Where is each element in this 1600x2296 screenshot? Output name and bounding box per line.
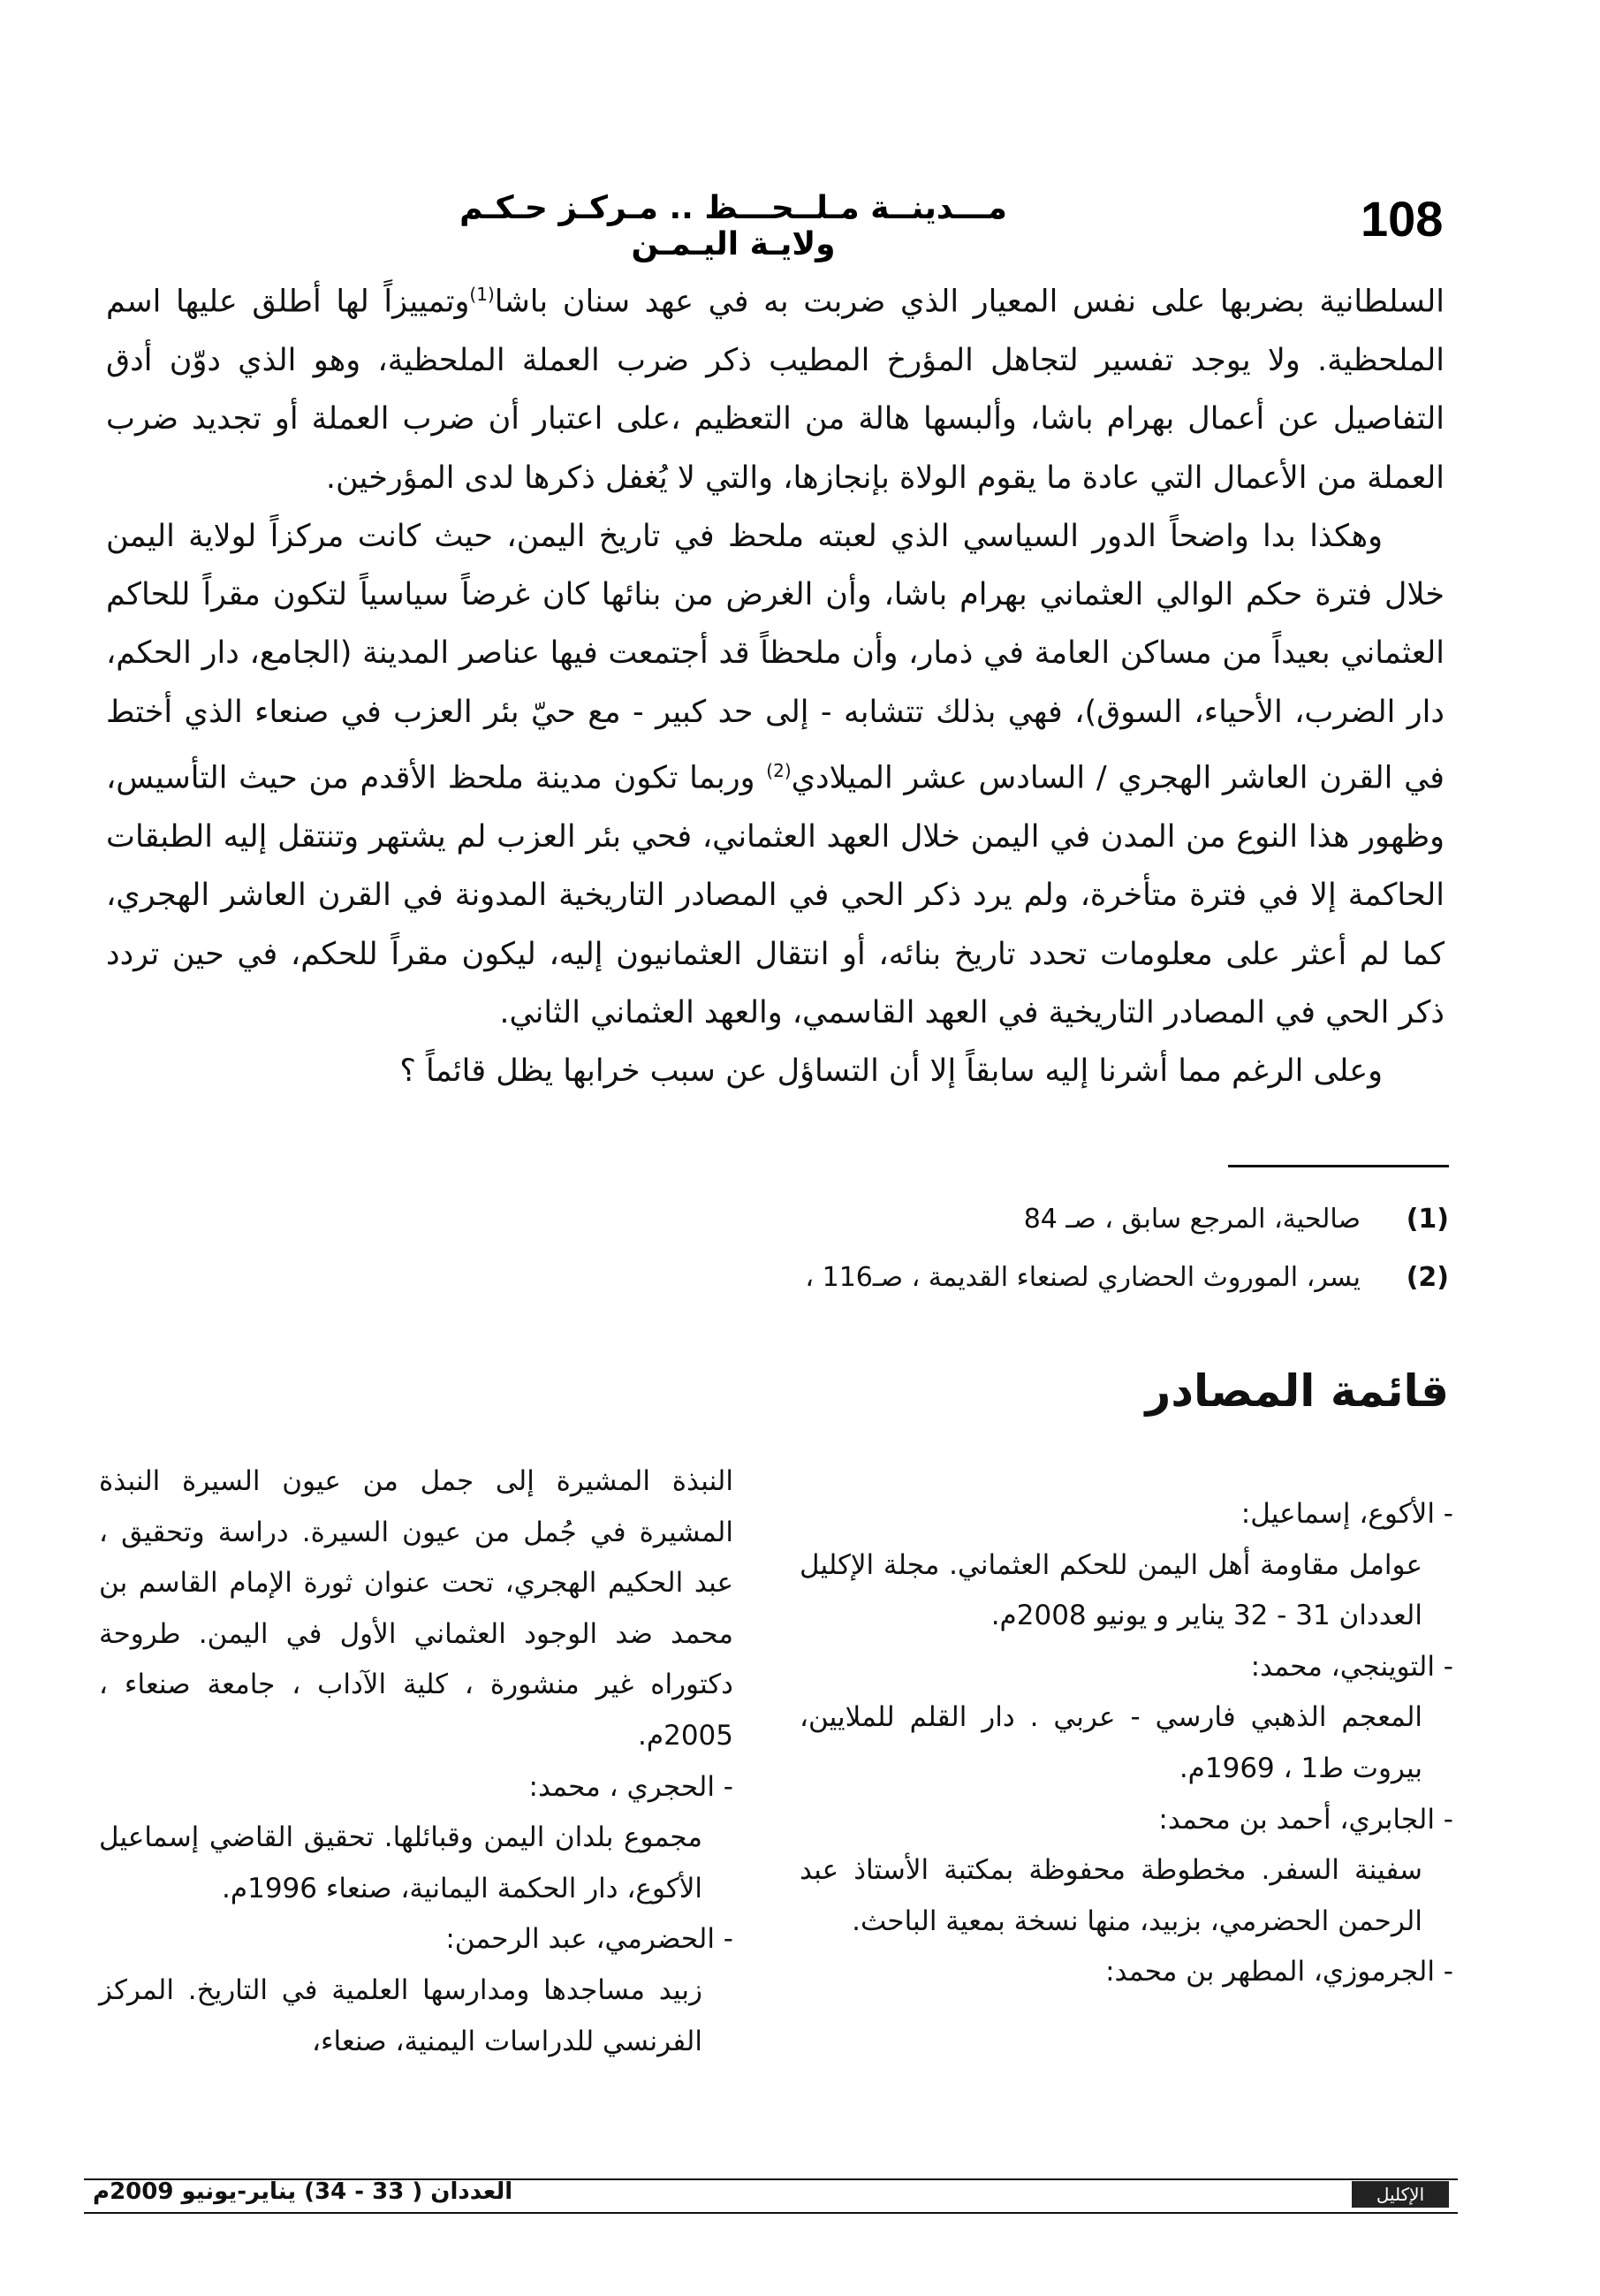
- sources-heading: قائمة المصادر: [1145, 1365, 1449, 1417]
- source-author: - التوينجي، محمد:: [1250, 1650, 1453, 1683]
- footnote-text: صالحية، المرجع سابق ، صـ 84: [1023, 1204, 1361, 1235]
- article-body: [106, 265, 1445, 1100]
- source-entry: [800, 1947, 1453, 1998]
- paragraph-text: وهكذا بدا واضحاً الدور السياسي الذي لعبته ملحظ في تاريخ اليمن، حيث كانت مركزاً لولاية اليمن خلال فترة حكم الوالي العثماني بهرام باشا، وأن الغرض من بنائها كان غرضاً سياسياً لتكون مقراً للحاكم العثماني بعيداً من مساكن العامة في ذمار، وأن ملحظاً قد أجتمعت فيها عناصر المدينة (الجامع، دار الحكم، دار الضرب، الأحياء، السوق)، فهي بذلك تتشابه - إلى حد كبير - مع حيّ بئر العزب في صنعاء الذي أختط في القرن العاشر الهجري / السادس عشر الميلادي: [106, 518, 1445, 796]
- source-body: مجموع بلدان اليمن وقبائلها. تحقيق القاضي إسماعيل الأكوع، دار الحكمة اليمانية، صنعاء 1996م.: [99, 1821, 702, 1904]
- source-entry: [99, 1762, 733, 1915]
- sources-column-left: [99, 1456, 733, 2067]
- source-entry: [99, 1914, 733, 2067]
- paragraph: [106, 507, 1445, 1042]
- sources-column-right: [800, 1489, 1453, 1998]
- source-entry: [800, 1795, 1453, 1948]
- source-author: - الأكوع، إسماعيل:: [1240, 1498, 1453, 1530]
- journal-logo: الإكليل: [1352, 2181, 1449, 2208]
- footnote: [671, 1262, 1449, 1293]
- page-number: 108: [1361, 191, 1444, 247]
- footnote: [671, 1204, 1449, 1235]
- source-body: سفينة السفر. مخطوطة محفوظة بمكتبة الأستاذ عبد الرحمن الحضرمي، بزبيد، منها نسخة بمعية الباحث.: [800, 1854, 1422, 1937]
- source-author: - الحجري ، محمد:: [528, 1770, 733, 1803]
- source-author: - الحضرمي، عبد الرحمن:: [445, 1923, 733, 1956]
- source-body: المعجم الذهبي فارسي - عربي . دار القلم للملايين، بيروت ط1 ، 1969م.: [800, 1701, 1422, 1784]
- source-body: زبيد مساجدها ومدارسها العلمية في التاريخ. المركز الفرنسي للدراسات اليمنية، صنعاء،: [99, 1973, 702, 2057]
- source-entry: [800, 1642, 1453, 1795]
- paragraph-text: السلطانية بضربها على نفس المعيار الذي ضربت به في عهد سنان باشا: [494, 284, 1445, 320]
- footnote-ref: (2): [766, 760, 792, 782]
- running-head: مـــدينــة مـلــحـــظ .. مـركـز حـكـم ولايـة اليـمـن: [459, 190, 1007, 262]
- footnote-text: يسر، الموروث الحضاري لصنعاء القديمة ، صـ116 ،: [805, 1262, 1361, 1293]
- paragraph: وعلى الرغم مما أشرنا إليه سابقاً إلا أن التساؤل عن سبب خرابها يظل قائماً ؟: [399, 1053, 1383, 1090]
- source-body: عوامل مقاومة أهل اليمن للحكم العثماني. مجلة الإكليل العددان 31 - 32 يناير و يونيو 2008م.: [800, 1548, 1422, 1632]
- source-body: النبذة المشيرة إلى جمل من عيون السيرة النبذة المشيرة في جُمل من عيون السيرة. دراسة وتحقيق ، عبد الحكيم الهجري، تحت عنوان ثورة الإمام القاسم بن محمد ضد الوجود العثماني الأول في اليمن. طروحة دكتوراه غير منشورة ، كلية الآداب ، جامعة صنعاء ، 2005م.: [99, 1465, 733, 1752]
- source-author: - الجرموزي، المطهر بن محمد:: [1105, 1956, 1453, 1988]
- footnote-number: (1): [1406, 1204, 1449, 1235]
- source-entry: [99, 1456, 733, 1762]
- footnote-ref: (1): [469, 284, 495, 305]
- source-entry: [800, 1489, 1453, 1642]
- source-author: - الجابري، أحمد بن محمد:: [1158, 1803, 1453, 1836]
- paragraph-text: وتمييزاً لها أطلق عليها اسم الملحظية. ولا يوجد تفسير لتجاهل المؤرخ المطيب ذكر ضرب العملة الملحظية، وهو الذي دوّن أدق التفاصيل عن أعمال بهرام باشا، وألبسها هالة من التعظيم ،على اعتبار أن ضرب العملة أو تجديد ضرب العملة من الأعمال التي عادة ما يقوم الولاة بإنجازها، والتي لا يُغفل ذكرها لدى المؤرخين.: [106, 284, 1445, 496]
- paragraph: [106, 265, 1445, 507]
- paragraph-text: وربما تكون مدينة ملحظ الأقدم من حيث التأسيس، وظهور هذا النوع من المدن في اليمن خلال العهد العثماني، فحي بئر العزب لم يشتهر وتنتقل إليه الطبقات الحاكمة إلا في فترة متأخرة، ولم يرد ذكر الحي في المصادر التاريخية المدونة في القرن العاشر الهجري، كما لم أعثر على معلومات تحدد تاريخ بنائه، أو انتقال العثمانيون إليه، ليكون مقراً للحكم، في حين تردد ذكر الحي في المصادر التاريخية في العهد القاسمي، والعهد العثماني الثاني.: [106, 760, 1445, 1030]
- footnote-number: (2): [1406, 1262, 1449, 1293]
- issue-info: العددان ( 33 - 34) يناير-يونيو 2009م: [93, 2178, 513, 2205]
- footnote-rule: [1228, 1165, 1449, 1167]
